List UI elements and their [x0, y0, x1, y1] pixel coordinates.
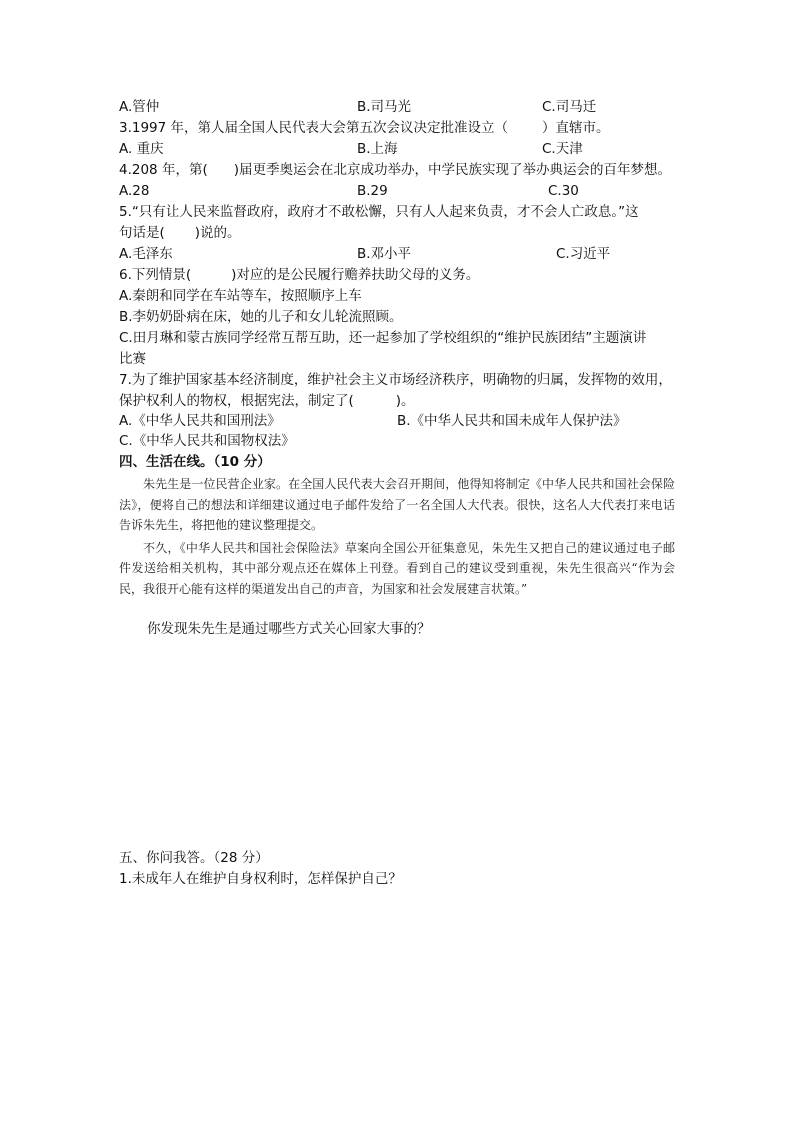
section5-heading: 五、你问我答。（28 分）	[119, 850, 269, 866]
q5-stem-line2: 句话是( )说的。	[119, 225, 241, 241]
q7-option-b: B.《中华人民共和国未成年人保护法》	[397, 413, 627, 429]
section4-question: 你发现朱先生是通过哪些方式关心回家大事的？	[147, 621, 431, 637]
q2-option-a: A.管仲	[119, 99, 160, 115]
q3-option-c: C.天津	[542, 141, 583, 157]
section4-passage	[119, 474, 675, 599]
q4-option-b: B.29	[357, 183, 388, 199]
q4-option-c: C.30	[548, 183, 579, 199]
q7-option-c: C.《中华人民共和国物权法》	[119, 433, 295, 449]
q5-option-a: A.毛泽东	[119, 246, 173, 262]
q5-option-c: C.习近平	[556, 246, 611, 262]
q3-option-b: B.上海	[357, 141, 398, 157]
q2-option-c: C.司马迁	[542, 99, 597, 115]
q3-option-a: A. 重庆	[119, 141, 164, 157]
q4-stem: 4.208 年，第( )届更季奥运会在北京成功举办，中学民族实现了举办典运会的百年梦想。	[119, 162, 671, 178]
q7-option-a: A.《中华人民共和国刑法》	[119, 413, 281, 429]
q6-option-c-line1: C.田月琳和蒙古族同学经常互帮互助，还一起参加了学校组织的“维护民族团结”主题演讲	[119, 330, 647, 346]
q5-stem-line1: 5.“只有让人民来监督政府，政府才不敢松懈，只有人人起来负责，才不会人亡政息。”这	[119, 204, 639, 220]
q6-option-b: B.李奶奶卧病在床，她的儿子和女儿轮流照顾。	[119, 309, 403, 325]
section4-heading: 四、生活在线。（10 分）	[119, 454, 271, 470]
q7-stem-line2: 保护权利人的物权，根据宪法，制定了( )。	[119, 393, 415, 409]
q6-option-a: A.秦朗和同学在车站等车，按照顺序上车	[119, 288, 362, 304]
q3-stem: 3.1997 年，第人届全国人民代表大会第五次会议决定批准设立（ ）直辖市。	[119, 120, 610, 136]
q5-option-b: B.邓小平	[357, 246, 412, 262]
q7-stem-line1: 7.为了维护国家基本经济制度，维护社会主义市场经济秩序，明确物的归属，发挥物的效用，	[119, 372, 672, 388]
passage-paragraph-2: 不久，《中华人民共和国社会保险法》草案向全国公开征集意见，朱先生又把自己的建议通过电子邮件发送给相关机构，其中部分观点还在媒体上刊登。看到自己的建议受到重视，朱先生很高兴“作为会民，我很开心能有这样的渠道发出自己的声音，为国家和社会发展建言状策。”	[119, 540, 675, 596]
passage-paragraph-1: 朱先生是一位民营企业家。在全国人民代表大会召开期间，他得知将制定《中华人民共和国社会保险法》，便将自己的想法和详细建议通过电子邮件发给了一名全国人大代表。很快，这名人大代表打来电话告诉朱先生，将把他的建议整理提交。	[119, 477, 675, 532]
q6-stem: 6.下列情景( )对应的是公民履行赡养扶助父母的义务。	[119, 267, 480, 283]
q4-option-a: A.28	[119, 183, 150, 199]
q2-option-b: B.司马光	[357, 99, 412, 115]
q6-option-c-line2: 比赛	[119, 351, 146, 367]
section5-question-1: 1.未成年人在维护自身权利时，怎样保护自己？	[119, 871, 402, 887]
